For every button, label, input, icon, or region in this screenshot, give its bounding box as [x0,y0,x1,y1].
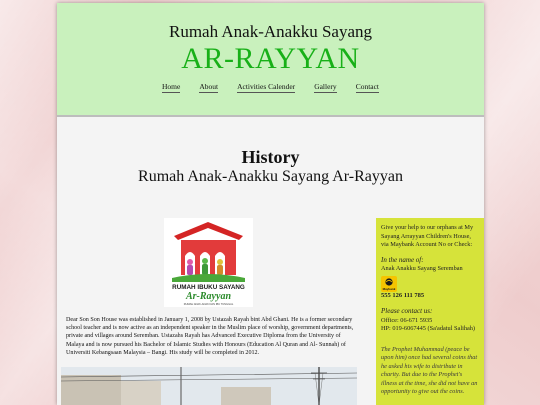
site-title[interactable]: AR-RAYYAN [181,42,360,75]
nav-gallery[interactable]: Gallery [314,82,337,91]
page-subtitle: Rumah Anak-Anakku Sayang Ar-Rayyan [138,168,403,185]
donation-sidebar [376,218,484,405]
maybank-logo-graphic [381,276,397,292]
sidebar-help-text: Give your help to our orphans at My Sayang Arrayyan Children's House, via Maybank Account No or Check: [381,224,474,248]
sidebar-name-label: In the name of: [381,255,424,264]
nav-home[interactable]: Home [161,82,181,91]
nav-activities-calender[interactable]: Activities Calender [237,82,296,91]
maybank-logo [381,276,397,292]
sidebar-account-number: 555 126 111 785 [381,292,425,300]
page-title: History [241,147,300,167]
page-container [57,3,484,405]
nav-contact[interactable]: Contact [355,82,380,91]
nav-about[interactable]: About [199,82,219,91]
logo-text-line2: Ar-Rayyan [186,291,231,302]
logo-tagline: RUMAH ANAK-ANAK DAN IBU TUNGGAL [183,303,234,306]
building-photo [61,367,357,405]
site-header [57,3,484,117]
sidebar-office-phone: Office: 06-671 5935 [381,316,433,324]
main-nav [57,82,484,93]
building-photo-graphic [61,367,357,405]
history-paragraph: Dear Son Son House was established in January 1, 2008 by Ustazah Rayah bint Abd Ghani. He is a former secondary school teacher and is now active as an independent speaker in the Muslim place of worship, government departments, private and villages around Seremban. Ustazahs Rayah has Advanced Executive Diploma from the University of Malaya and is now pursued his Bachelor of Islamic Studies with Honours (Education Al Quran and Al- Sunnah) of Universiti Kebangsaan Malaysia – Bangi. His study will be completed in 2012. [66,317,354,356]
orphanage-logo [164,218,253,307]
orphanage-logo-graphic [164,218,253,307]
site-subtitle: Rumah Anak-Anakku Sayang [168,22,373,41]
sidebar-account-name: Anak Anakku Sayang Seremban [381,264,463,272]
logo-text-line1: RUMAH IBUKU SAYANG [172,284,245,291]
maybank-logo-text: Maybank [382,287,396,292]
sidebar-contact-label: Please contact us: [381,307,433,316]
sidebar-hp-phone: HP: 019-6067445 (Sa'adatul Salihah) [381,325,476,333]
sidebar-quote: The Prophet Muhammad (peace be upon him) once had several coins that he asked his wife to distribute in charity. But due to the Prophet's illness at the time, she did not have an opportunity to give out the coins. [381,345,478,396]
